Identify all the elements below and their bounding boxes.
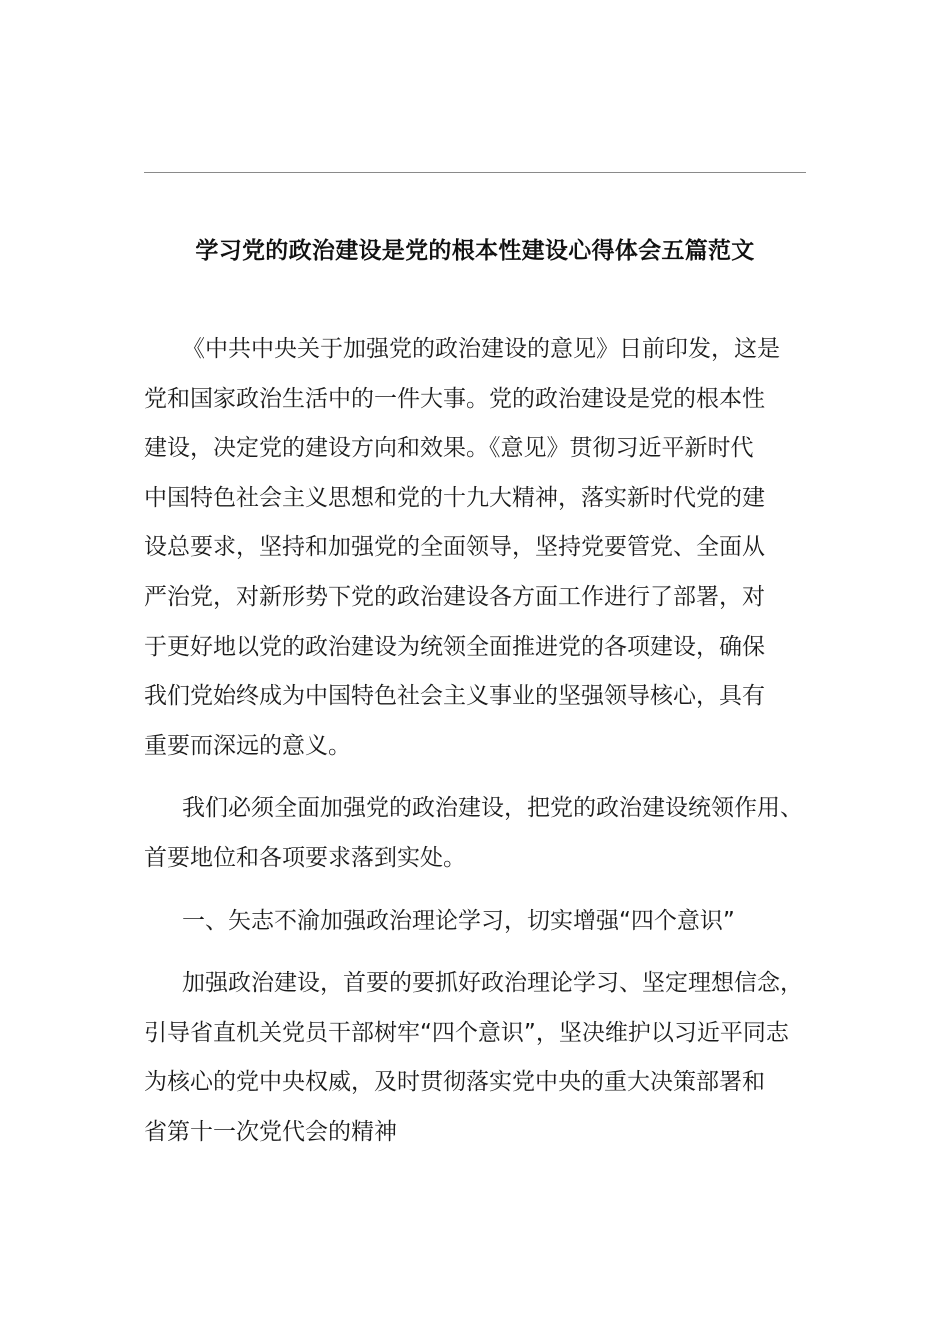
- paragraph-1: [144, 325, 824, 771]
- text-line: 重要而深远的意义。: [144, 732, 351, 759]
- header-divider: [144, 172, 806, 173]
- text-line: 党和国家政治生活中的一件大事。党的政治建设是党的根本性: [144, 385, 765, 412]
- paragraph-3: [144, 959, 824, 1157]
- document-body: [144, 325, 824, 1171]
- text-line: 设总要求，坚持和加强党的全面领导，坚持党要管党、全面从: [144, 534, 765, 561]
- text-line: 省第十一次党代会的精神: [144, 1118, 397, 1145]
- text-line: 为核心的党中央权威，及时贯彻落实党中央的重大决策部署和: [144, 1069, 765, 1096]
- text-line: 我们必须全面加强党的政治建设，把党的政治建设统领作用、: [182, 795, 803, 822]
- text-line: 建设，决定党的建设方向和效果。《意见》贯彻习近平新时代: [144, 435, 754, 462]
- document-title: 学习党的政治建设是党的根本性建设心得体会五篇范文: [195, 238, 755, 264]
- paragraph-2: [144, 784, 824, 883]
- text-line: 一、矢志不渝加强政治理论学习，切实增强“四个意识”: [182, 907, 735, 934]
- text-line: 加强政治建设，首要的要抓好政治理论学习、坚定理想信念，: [182, 970, 803, 997]
- text-line: 中国特色社会主义思想和党的十九大精神，落实新时代党的建: [144, 484, 765, 511]
- text-line: 引导省直机关党员干部树牢“四个意识”，坚决维护以习近平同志: [144, 1019, 789, 1046]
- section-heading-1: [144, 897, 824, 947]
- text-line: 我们党始终成为中国特色社会主义事业的坚强领导核心，具有: [144, 683, 765, 710]
- text-line: 严治党，对新形势下党的政治建设各方面工作进行了部署，对: [144, 583, 765, 610]
- text-line: 首要地位和各项要求落到实处。: [144, 844, 466, 871]
- text-line: 《中共中央关于加强党的政治建设的意见》日前印发，这是: [182, 336, 780, 362]
- text-line: 于更好地以党的政治建设为统领全面推进党的各项建设，确保: [144, 633, 765, 660]
